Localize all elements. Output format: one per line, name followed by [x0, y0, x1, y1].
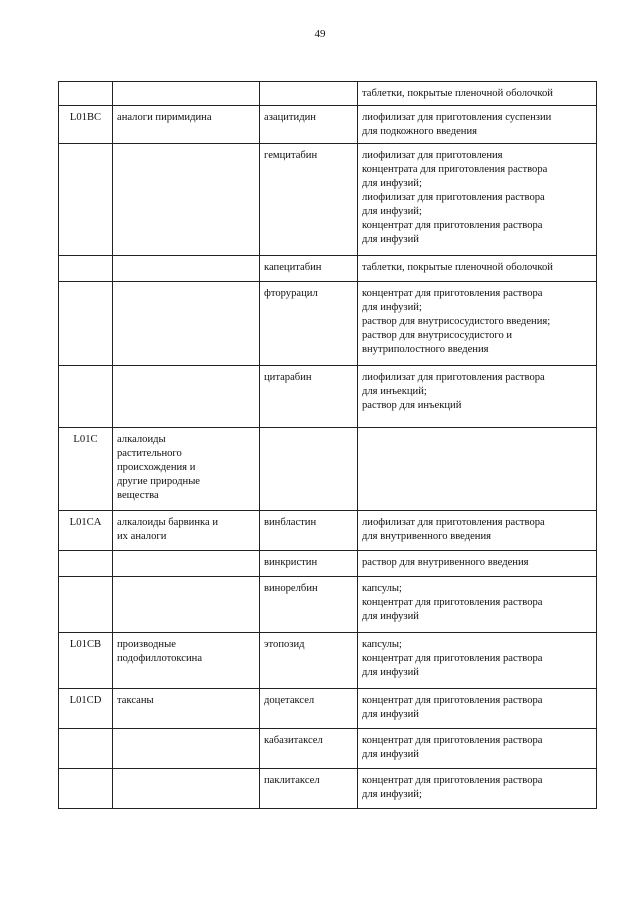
group-name-cell	[113, 82, 260, 106]
dosage-form-cell: таблетки, покрытые пленочной оболочкой	[358, 256, 597, 282]
table-row	[59, 282, 597, 366]
table-row	[59, 577, 597, 633]
atc-code-cell: L01CD	[59, 689, 113, 729]
drug-name-cell: винорелбин	[260, 577, 358, 633]
table-row	[59, 256, 597, 282]
group-name-cell	[113, 256, 260, 282]
table-row	[59, 82, 597, 106]
group-name-cell: алкалоиды растительного происхождения и другие природные вещества	[113, 428, 260, 511]
atc-code-cell	[59, 282, 113, 366]
atc-code-cell	[59, 82, 113, 106]
dosage-form-cell: капсулы; концентрат для приготовления раствора для инфузий	[358, 633, 597, 689]
table-row	[59, 106, 597, 144]
group-name-cell	[113, 144, 260, 256]
dosage-form-cell: капсулы; концентрат для приготовления раствора для инфузий	[358, 577, 597, 633]
drug-name-cell: фторурацил	[260, 282, 358, 366]
table-row	[59, 428, 597, 511]
table-row	[59, 551, 597, 577]
group-name-cell: аналоги пиримидина	[113, 106, 260, 144]
group-name-cell	[113, 282, 260, 366]
atc-code-cell	[59, 729, 113, 769]
atc-code-cell	[59, 577, 113, 633]
dosage-form-cell: концентрат для приготовления раствора для инфузий	[358, 689, 597, 729]
dosage-form-cell: лиофилизат для приготовления суспензии для подкожного введения	[358, 106, 597, 144]
dosage-form-cell: таблетки, покрытые пленочной оболочкой	[358, 82, 597, 106]
table-row	[59, 689, 597, 729]
drug-name-cell: цитарабин	[260, 366, 358, 428]
atc-code-cell	[59, 769, 113, 809]
dosage-form-cell: раствор для внутривенного введения	[358, 551, 597, 577]
drug-name-cell: азацитидин	[260, 106, 358, 144]
group-name-cell	[113, 577, 260, 633]
table-row	[59, 144, 597, 256]
atc-code-cell	[59, 144, 113, 256]
group-name-cell	[113, 551, 260, 577]
drug-name-cell	[260, 428, 358, 511]
table-row	[59, 769, 597, 809]
dosage-form-cell: лиофилизат для приготовления раствора для внутривенного введения	[358, 511, 597, 551]
atc-code-cell: L01CB	[59, 633, 113, 689]
table-row	[59, 633, 597, 689]
page-number: 49	[314, 28, 326, 40]
drug-name-cell: этопозид	[260, 633, 358, 689]
dosage-form-cell: концентрат для приготовления раствора для инфузий; раствор для внутрисосудистого введения; раствор для внутрисосудистого и внутриполостного введения	[358, 282, 597, 366]
group-name-cell	[113, 769, 260, 809]
dosage-form-cell	[358, 428, 597, 511]
atc-code-cell: L01BC	[59, 106, 113, 144]
dosage-form-cell: лиофилизат для приготовления концентрата для приготовления раствора для инфузий; лиофилизат для приготовления раствора для инфузий; концентрат для приготовления раствора для инфузий	[358, 144, 597, 256]
dosage-form-cell: концентрат для приготовления раствора для инфузий	[358, 729, 597, 769]
drug-table-body	[59, 82, 597, 809]
table-row	[59, 366, 597, 428]
atc-code-cell	[59, 551, 113, 577]
group-name-cell	[113, 366, 260, 428]
group-name-cell: производные подофиллотоксина	[113, 633, 260, 689]
group-name-cell: алкалоиды барвинка и их аналоги	[113, 511, 260, 551]
group-name-cell	[113, 729, 260, 769]
drug-table	[58, 81, 597, 809]
atc-code-cell: L01CA	[59, 511, 113, 551]
drug-name-cell: доцетаксел	[260, 689, 358, 729]
drug-name-cell: винбластин	[260, 511, 358, 551]
table-row	[59, 511, 597, 551]
drug-name-cell: гемцитабин	[260, 144, 358, 256]
atc-code-cell	[59, 366, 113, 428]
drug-name-cell: паклитаксел	[260, 769, 358, 809]
drug-name-cell	[260, 82, 358, 106]
dosage-form-cell: лиофилизат для приготовления раствора для инъекций; раствор для инъекций	[358, 366, 597, 428]
drug-name-cell: капецитабин	[260, 256, 358, 282]
drug-name-cell: винкристин	[260, 551, 358, 577]
dosage-form-cell: концентрат для приготовления раствора для инфузий;	[358, 769, 597, 809]
table-row	[59, 729, 597, 769]
group-name-cell: таксаны	[113, 689, 260, 729]
drug-name-cell: кабазитаксел	[260, 729, 358, 769]
atc-code-cell	[59, 256, 113, 282]
atc-code-cell: L01C	[59, 428, 113, 511]
